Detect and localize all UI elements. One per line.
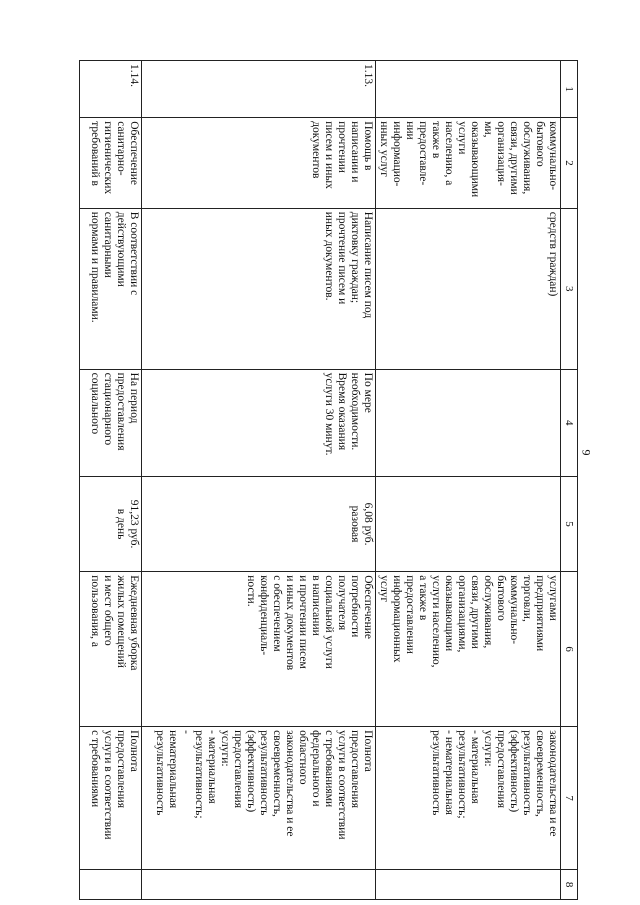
cell-text-line: услугами — [547, 575, 559, 621]
cell-text-line: услуги: — [482, 730, 494, 767]
cell-text-line: В соответствии с — [128, 211, 140, 296]
cell-text-line: - материальная — [469, 730, 481, 804]
cell-timing — [376, 369, 561, 476]
cell-text-line: 91,23 руб. — [128, 499, 140, 549]
cell-text-line: предоставления — [115, 730, 127, 808]
cell-text-line: Полнота — [128, 730, 140, 772]
cell-text-line: Время оказания — [336, 372, 348, 451]
cell-text-line: - материальная — [206, 730, 218, 804]
cell-text-line: также в — [430, 121, 442, 159]
cell-text-line: услуги 30 минут. — [323, 372, 335, 456]
cell-text-line: населению, а — [443, 121, 455, 186]
header-cell: 6 — [561, 572, 578, 727]
cell-text-line: нных услуг — [378, 121, 390, 177]
cell-text-line: прочтении — [336, 121, 348, 173]
cell-text-line: потребности — [349, 575, 361, 638]
cell-quality — [142, 727, 376, 870]
cell-text-line: с требованиями — [89, 730, 101, 808]
table-row-1-13 — [142, 61, 376, 900]
cell-text-line: получателя — [336, 575, 348, 631]
cell-text-line: социальной услуги — [323, 575, 335, 669]
cell-text-line: средств граждан) — [547, 211, 559, 297]
cell-text-line: бытового — [534, 121, 546, 167]
cell-text-line: с обеспечением — [271, 575, 283, 652]
cell-text-line: с требованиями — [323, 730, 335, 808]
cell-goal — [142, 572, 376, 727]
cell-text-line: предоставле- — [417, 121, 429, 186]
cell-text-line: результативность; — [193, 730, 205, 819]
cell-text-line: - нематериальная — [443, 730, 455, 815]
cell-text-line: и иных документов — [284, 575, 296, 671]
cell-text-line: обслуживания, — [521, 121, 533, 195]
cell-text-line: нематериальная — [167, 730, 179, 809]
cell-description — [376, 208, 561, 369]
cell-num — [376, 61, 561, 118]
cell-text-line: в написании — [310, 575, 322, 636]
page-number: 9 — [579, 449, 594, 456]
cell-text-line: своевременность, — [534, 730, 546, 817]
cell-text-line: результативность; — [456, 730, 468, 819]
cell-notes — [142, 870, 376, 900]
cell-text-line: (эффективность) — [508, 730, 520, 813]
cell-text-line: предоставлении — [404, 575, 416, 654]
cell-text-line: Полнота — [362, 730, 374, 772]
cell-text-line: требований в — [89, 121, 101, 186]
cell-text-line: и прочтении писем — [297, 575, 309, 669]
cell-text-line: жилых помещений — [115, 575, 127, 668]
rotated-table-wrapper — [68, 60, 578, 900]
cell-num: 1.13. — [142, 61, 376, 118]
cell-text-line: услуги населению, — [430, 575, 442, 668]
cell-text-line: услуги в соответствии — [336, 730, 348, 840]
cell-text-line: прочтение писем и — [336, 211, 348, 305]
cell-text-line: санитарно- — [115, 121, 127, 176]
table-row-continuation — [376, 61, 561, 900]
services-table — [79, 60, 578, 900]
cell-text-line: законодательства и ее — [547, 730, 559, 837]
cell-text-line: обслуживания, — [482, 575, 494, 649]
cell-timing — [142, 369, 376, 476]
cell-text-line: разовая — [349, 505, 361, 543]
cell-text-line: необходимости. — [349, 372, 361, 451]
cell-quality — [376, 727, 561, 870]
cell-text-line: услуг — [378, 575, 390, 603]
header-cell: 1 — [561, 61, 578, 118]
cell-text-line: и мест общего — [102, 575, 114, 646]
cell-text-line: организациями, — [456, 575, 468, 653]
cell-goal — [376, 572, 561, 727]
header-cell: 8 — [561, 870, 578, 900]
cell-text-line: результативность — [258, 730, 270, 816]
cell-text-line: гигиенических — [102, 121, 114, 195]
cell-text-line: Помощь в — [362, 121, 374, 171]
cell-notes — [80, 870, 142, 900]
header-row — [561, 61, 578, 900]
cell-text-line: услуги в соответствии — [102, 730, 114, 840]
cell-text-line: диктовку граждан; — [349, 211, 361, 304]
header-cell: 3 — [561, 208, 578, 369]
cell-text-line: Ежедневная уборка — [128, 575, 140, 671]
header-cell: 2 — [561, 118, 578, 209]
cell-num: 1.14. — [80, 61, 142, 118]
cell-text-line: санитарными — [102, 211, 114, 278]
cell-text-line: своевременность, — [271, 730, 283, 817]
cell-text-line: писем и иных — [323, 121, 335, 189]
cell-text-line: 6,08 руб. — [362, 502, 374, 546]
cell-text-line: документов — [310, 121, 322, 179]
cell-text-line: социального — [89, 372, 101, 435]
cell-description — [142, 208, 376, 369]
cell-text-line: информационных — [391, 575, 403, 663]
header-cell: 5 — [561, 476, 578, 571]
cell-goal — [80, 572, 142, 727]
cell-text-line: ми, — [482, 121, 494, 138]
cell-text-line: оказывающими — [469, 121, 481, 198]
cell-text-line: федерального и — [310, 730, 322, 807]
cell-text-line: нии — [404, 121, 416, 140]
cell-text-line: иных документов. — [323, 211, 335, 301]
header-cell: 7 — [561, 727, 578, 870]
cell-text-line: результативность — [430, 730, 442, 816]
cell-quality — [80, 727, 142, 870]
cell-text-line: ности. — [245, 575, 257, 607]
cell-text-line: в день — [115, 508, 127, 540]
cell-text-line: действующими — [115, 211, 127, 287]
table-row-1-14 — [80, 61, 142, 900]
cell-text-line: оказывающими — [443, 575, 455, 652]
cell-text-line: областного — [297, 730, 309, 785]
cell-text-line: написании и — [349, 121, 361, 183]
cell-text-line: Обеспечение — [362, 575, 374, 639]
cell-text-line: бытового — [495, 575, 507, 621]
cell-text-line: предоставления — [115, 372, 127, 451]
cell-timing — [80, 369, 142, 476]
header-cell: 4 — [561, 369, 578, 476]
cell-text-line: Обеспечение — [128, 121, 140, 185]
cell-rate — [376, 476, 561, 571]
cell-text-line: результативность — [521, 730, 533, 816]
cell-text-line: связи, другими — [469, 575, 481, 649]
cell-text-line: предоставления — [232, 730, 244, 808]
cell-text-line: На период — [128, 372, 140, 424]
cell-rate — [142, 476, 376, 571]
cell-text-line: связи, другими — [508, 121, 520, 195]
cell-description — [80, 208, 142, 369]
cell-service-name — [376, 118, 561, 209]
cell-text-line: стационарного — [102, 372, 114, 446]
cell-text-line: коммунально- — [547, 121, 559, 191]
cell-text-line: - — [180, 730, 192, 734]
cell-text-line: пользования, а — [89, 575, 101, 648]
cell-text-line: услуги — [456, 121, 468, 155]
cell-text-line: торговли, — [521, 575, 533, 622]
cell-text-line: организация- — [495, 121, 507, 186]
cell-notes — [376, 870, 561, 900]
cell-text-line: коммунально- — [508, 575, 520, 645]
cell-service-name — [80, 118, 142, 209]
cell-text-line: По мере — [362, 372, 374, 413]
cell-rate — [80, 476, 142, 571]
cell-text-line: предоставления — [495, 730, 507, 808]
cell-text-line: Написание писем под — [362, 211, 374, 319]
cell-text-line: (эффективность) — [245, 730, 257, 813]
cell-text-line: предоставления — [349, 730, 361, 808]
cell-text-line: услуги: — [219, 730, 231, 767]
cell-text-line: а также в — [417, 575, 429, 621]
cell-text-line: нормами и правилами. — [89, 211, 101, 323]
cell-text-line: законодательства и ее — [284, 730, 296, 837]
cell-text-line: информацио- — [391, 121, 403, 187]
cell-text-line: предприятиями — [534, 575, 546, 652]
cell-service-name — [142, 118, 376, 209]
cell-text-line: конфиденциаль- — [258, 575, 270, 656]
cell-text-line: результативность — [154, 730, 166, 816]
